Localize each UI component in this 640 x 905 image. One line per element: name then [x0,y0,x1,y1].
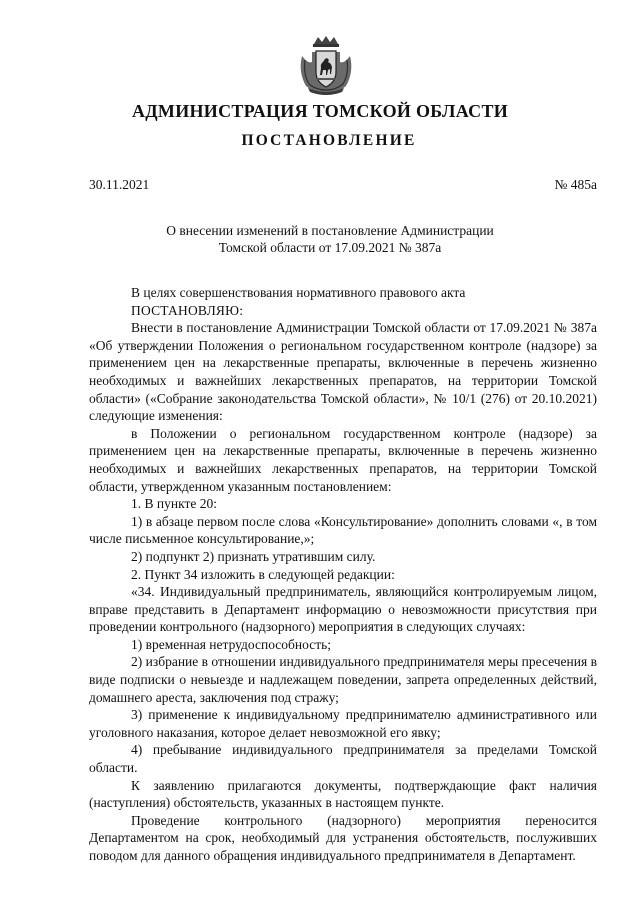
organization-title: АДМИНИСТРАЦИЯ ТОМСКОЙ ОБЛАСТИ [131,101,509,121]
body-paragraph: В целях совершенствования нормативного правового акта [131,285,466,300]
document-number: № 485а [554,177,597,192]
body-paragraph: Внести в постановление Администрации Томской области от 17.09.2021 № 387а «Об утверждении Положения о региональном государственном контроле (надзоре) за применением цен на лекарственные препараты, включенные в перечень жизненно необходимых и важнейших лекарственных препаратов, на территории Томской области» («Собрание законодательства Томской области», № 10/1 (276) от 20.10.2021) следующие изменения: [89,320,597,424]
body-paragraph: 1. В пункте 20: [131,496,217,512]
subject-line-2: Томской области от 17.09.2021 № 387а [218,240,442,255]
document-type-title: ПОСТАНОВЛЕНИЕ [241,132,417,149]
body-paragraph: 4) пребывание индивидуального предпринимателя за пределами Томской области. [89,742,597,776]
body-paragraph: 1) временная нетрудоспособность; [131,636,332,652]
body-paragraph: К заявлению прилагаются документы, подтверждающие факт наличия (наступления) обстоятельств, указанных в настоящем пункте. [89,777,597,811]
body-paragraph: 2. Пункт 34 изложить в следующей редакции: [131,566,395,582]
body-paragraph: 3) применение к индивидуальному предпринимателю административного или уголовного наказания, которое делает невозможной его явку; [89,707,597,740]
body-paragraph: 2) подпункт 2) признать утратившим силу. [131,548,376,564]
document-body [89,284,597,865]
body-paragraph: Проведение контрольного (надзорного) мероприятия переносится Департаментом на срок, необходимый для устранения обстоятельств, послуживших поводом для данного обращения индивидуального предпринимателя в Департамент. [89,812,597,863]
body-paragraph: в Положении о региональном государственном контроле (надзоре) за применением цен на лекарственные препараты, включенные в перечень жизненно необходимых и важнейших лекарственных препаратов, на территории Томской области, утвержденном указанным постановлением: [89,425,597,494]
body-paragraph: 1) в абзаце первом после слова «Консультирование» дополнить словами «, в том числе письменное консультирование,»; [89,513,597,547]
body-paragraph: ПОСТАНОВЛЯЮ: [131,302,244,318]
body-paragraph: 2) избрание в отношении индивидуального предпринимателя меры пресечения в виде подписки о невыезде и надлежащем поведении, запрета определенных действий, домашнего ареста, заключения под стражу; [89,654,597,705]
document-subject [150,222,510,256]
subject-line-1: О внесении изменений в постановление Администрации [166,223,494,238]
coat-of-arms-icon [296,34,356,96]
document-date: 30.11.2021 [89,177,150,192]
body-paragraph: «34. Индивидуальный предприниматель, являющийся контролируемым лицом, вправе представить в Департамент информацию о невозможности присутствия при проведении контрольного (надзорного) мероприятия в следующих случаях: [89,584,597,635]
